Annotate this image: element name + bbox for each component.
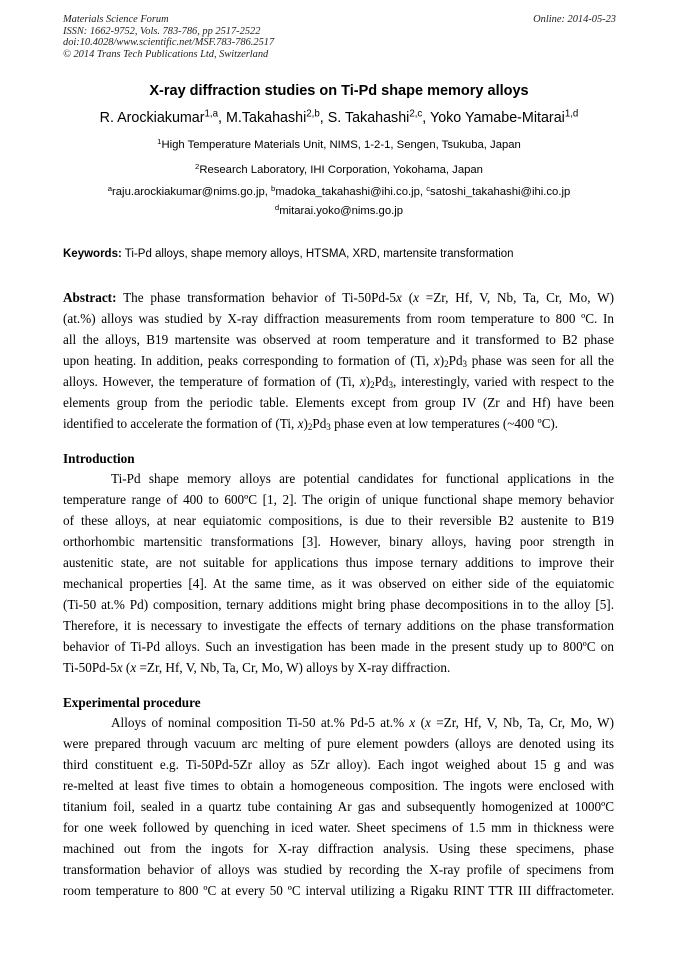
author-name: Yoko Yamabe-Mitarai [429, 110, 565, 126]
text-run: x [409, 715, 416, 730]
text-run: x [425, 715, 431, 730]
text-run: x [297, 416, 304, 431]
affiliation-1 [0, 136, 678, 151]
text-run: phase was seen for all the [467, 353, 614, 368]
author-sup: 1,a [204, 108, 219, 120]
text-run: The phase transformation behavior of Ti-50Pd-5 [123, 290, 397, 305]
text-run: upon heating. In addition, peaks corresponding to formation of (Ti, [63, 353, 434, 368]
text-run: x [433, 353, 440, 368]
introduction-body [63, 468, 614, 678]
intro-line: behavior of Ti-Pd alloys. Such an investigation has been made in the present study up to 800ºC on [63, 639, 614, 654]
intro-line: mechanical properties [4]. At the same time, as it was observed on either side of the equiatomic [63, 576, 614, 591]
exp-line: titanium foil, sealed in a quartz tube containing Ar gas and subsequently homogenized at 1000ºC [63, 799, 614, 814]
online-date: Online: 2014-05-23 [533, 14, 616, 25]
abstract-line [63, 371, 614, 392]
intro-line: orthorhombic martensitic transformations [3]. However, binary alloys, having poor strength in [63, 534, 614, 549]
exp-line: were prepared through vacuum arc melting of pure element powders (alloys are denoted using its [63, 736, 614, 751]
author-name: M.Takahashi [225, 110, 307, 126]
exp-line: machined out from the ingots for X-ray diffraction analysis. Using these specimens, phase [63, 841, 614, 856]
text-run: 3 [388, 379, 394, 390]
email-address[interactable]: satoshi_takahashi@ihi.co.jp [430, 186, 571, 198]
text-run: 3 [462, 358, 468, 369]
abstract-line [63, 413, 614, 434]
author-name: R. Arockiakumar [99, 110, 205, 126]
intro-line: Ti-Pd shape memory alloys are potential candidates for functional applications in the [111, 471, 614, 486]
text-run: phase even at low temperatures (~400 ºC). [330, 416, 559, 431]
keywords-label: Keywords: [63, 248, 122, 260]
author-name: S. Takahashi [327, 110, 410, 126]
author-sup: 1,d [564, 108, 579, 120]
abstract-line [63, 287, 614, 308]
journal-name: Materials Science Forum [63, 14, 169, 25]
text-run: 2 [370, 379, 375, 390]
text-run: =Zr, Hf, V, Nb, Ta, Cr, Mo, W) [430, 715, 614, 730]
text-run: x [130, 660, 137, 675]
exp-line: transformation behavior of alloys was studied by recording the X-ray profile of specimens from [63, 862, 614, 877]
text-run: Alloys of nominal composition Ti-50 at.% Pd-5 at.% [111, 715, 410, 730]
text-run: x [116, 660, 123, 675]
email-address[interactable]: madoka_takahashi@ihi.co.jp [275, 186, 420, 198]
abstract-line: all the alloys, B19 martensite was observed at room temperature and it transformed to B2 phase [63, 332, 614, 347]
author-sup: 2,c [409, 108, 423, 120]
text-run: Pd [448, 353, 463, 368]
email-sup: a [107, 183, 113, 193]
text-run: =Zr, Hf, V, Nb, Ta, Cr, Mo, W) [418, 290, 614, 305]
email-address[interactable]: mitarai.yoko@nims.go.jp [279, 205, 404, 217]
text-run: =Zr, Hf, V, Nb, Ta, Cr, Mo, W) alloys by X-ray diffraction. [136, 660, 451, 675]
affiliation-text: Research Laboratory, IHI Corporation, Yokohama, Japan [199, 164, 483, 176]
email-line [0, 202, 678, 217]
author-sup: 2,b [306, 108, 320, 120]
text-run: , interestingly, varied with respect to the [393, 374, 614, 389]
abstract-line: (at.%) alloys was studied by X-ray diffraction measurements from room temperature to 800 ºC. In [63, 311, 614, 326]
intro-line: Therefore, it is necessary to investigate the effects of ternary additions on the phase transformation [63, 618, 614, 633]
text-run: x [413, 290, 419, 305]
text-run: x [359, 374, 366, 389]
journal-copyright: © 2014 Trans Tech Publications Ltd, Switzerland [63, 48, 269, 60]
journal-doi: doi:10.4028/www.scientific.net/MSF.783-786.2517 [63, 37, 275, 49]
text-run: Pd [312, 416, 327, 431]
text-run: ) [439, 353, 445, 368]
abstract [63, 287, 614, 434]
abstract-line: elements group from the periodic table. Elements except from group IV (Zr and Hf) have been [63, 395, 614, 410]
keywords [63, 248, 514, 260]
section-heading-introduction: Introduction [63, 451, 135, 466]
text-run: ) [303, 416, 308, 431]
email-sup: c [426, 183, 431, 193]
journal-issn: ISSN: 1662-9752, Vols. 783-786, pp 2517-2522 [63, 25, 261, 37]
email-sup: b [271, 183, 276, 193]
intro-line: temperature range of 400 to 600ºC [1, 2]. The origin of unique functional shape memory behavior [63, 492, 614, 507]
journal-header [63, 14, 616, 60]
text-run: alloys. However, the temperature of formation of (Ti, [63, 374, 360, 389]
text-run: Pd [374, 374, 389, 389]
exp-line [63, 712, 614, 733]
experimental-body [63, 712, 614, 901]
exp-line: room temperature to 800 ºC at every 50 ºC interval utilizing a Rigaku RINT TTR III diffractometer. [63, 883, 614, 898]
text-run: ( [401, 290, 414, 305]
exp-line: for one week followed by quenching in iced water. Sheet specimens of 1.5 mm in thickness were [63, 820, 614, 835]
paper-title: X-ray diffraction studies on Ti-Pd shape memory alloys [149, 83, 529, 99]
text-run: ( [415, 715, 426, 730]
text-run: ) [365, 374, 371, 389]
intro-line: austenitic state, are not suitable for applications thus impose ternary additions to improve their [63, 555, 614, 570]
intro-line [63, 657, 614, 678]
text-run: Ti-50Pd-5 [63, 660, 117, 675]
text-run: identified to accelerate the formation of (Ti, [63, 416, 298, 431]
affiliation-sup: 2 [195, 161, 200, 171]
affiliation-2 [0, 161, 678, 176]
email-address[interactable]: raju.arockiakumar@nims.go.jp [112, 186, 265, 198]
email-sup: d [274, 202, 280, 212]
abstract-line [63, 350, 614, 371]
text-run: ( [122, 660, 131, 675]
exp-line: third constituent e.g. Ti-50Pd-5Zr alloy as 5Zr alloy). Each ingot weighed about 15 g and was [63, 757, 614, 772]
text-run: 2 [444, 358, 449, 369]
intro-line: (Ti-50 at.% Pd) composition, ternary additions might bring phase decompositions in to the alloy [5]. [63, 597, 614, 612]
section-heading-experimental: Experimental procedure [63, 695, 201, 710]
email-line: $^a$raju.arockiakumar@nims.go.jp, $^b$madoka_takahashi@ihi.co.jp, $^c$satoshi_takahashi@ihi.co.jp [107, 183, 571, 198]
text-run: 2 [307, 421, 313, 432]
abstract-label: Abstract: [63, 290, 117, 305]
affiliation-sup: 1 [157, 136, 162, 146]
affiliation-text: High Temperature Materials Unit, NIMS, 1-2-1, Sengen, Tsukuba, Japan [161, 139, 521, 151]
text-run: 3 [326, 421, 331, 432]
author-list: R. Arockiakumar$^{1,a}$, M.Takahashi$^{2,b}$, S. Takahashi$^{2,c}$, Yoko Yamabe-Mitarai$^{1,d}$ [99, 108, 579, 126]
intro-line: of these alloys, at near equiatomic compositions, is due to their reversible B2 austenite to B19 [63, 513, 614, 528]
text-run: x [396, 290, 402, 305]
exp-line: re-melted at least five times to obtain a homogeneous composition. The ingots were enclosed with [63, 778, 614, 793]
keywords-text: Ti-Pd alloys, shape memory alloys, HTSMA, XRD, martensite transformation [124, 248, 514, 260]
